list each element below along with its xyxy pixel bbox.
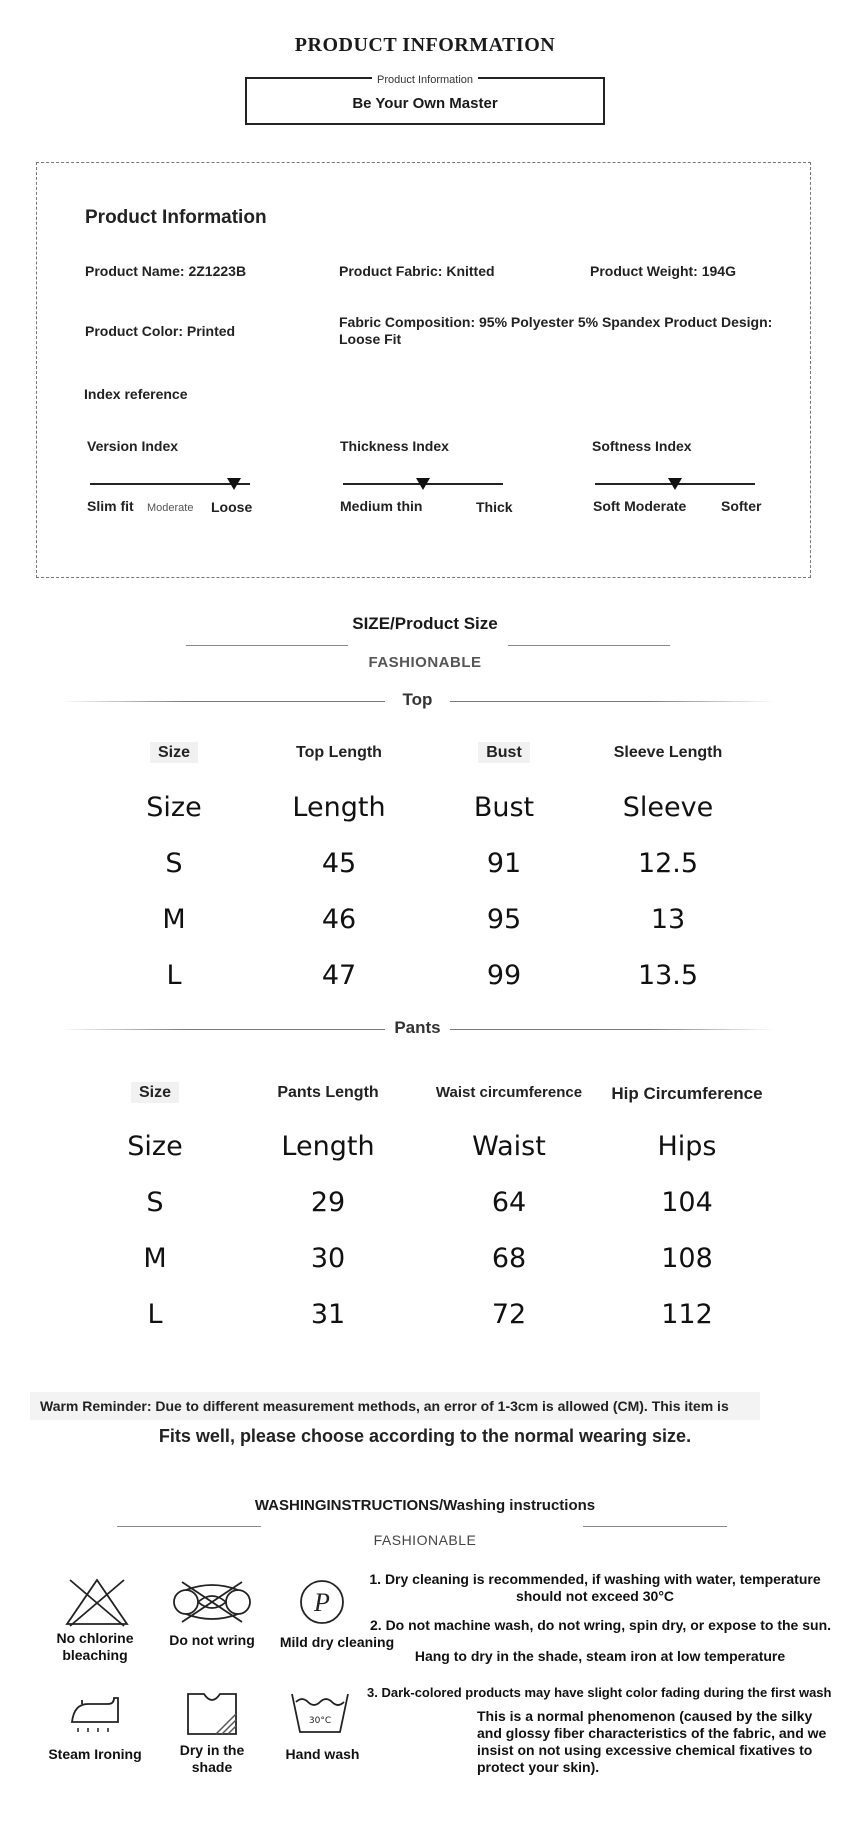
pants-table-cell: 29 xyxy=(310,1187,346,1218)
thickness-index-right: Thick xyxy=(476,499,513,515)
version-index-left: Slim fit xyxy=(87,498,134,514)
pants-table-cell: 64 xyxy=(491,1187,527,1218)
pants-col-header: Hip Circumference xyxy=(611,1084,763,1103)
fit-advice: Fits well, please choose according to the normal wearing size. xyxy=(158,1426,692,1446)
top-col-header: Bust xyxy=(394,744,614,762)
top-table-cell: Size xyxy=(146,792,202,823)
product-fabric: Product Fabric: Knitted xyxy=(339,263,495,279)
no-chlorine-bleaching-label: No chlorine bleaching xyxy=(56,1630,134,1663)
product-weight: Product Weight: 194G xyxy=(590,263,736,279)
washing-note-3a: 3. Dark-colored products may have slight color fading during the first wash xyxy=(367,1685,832,1700)
version-index-middle: Moderate xyxy=(147,502,194,514)
pants-table-cell: 31 xyxy=(310,1299,346,1330)
thickness-index-left: Medium thin xyxy=(340,498,423,514)
softness-index-left: Soft Moderate xyxy=(593,498,687,514)
top-table-cell: Length xyxy=(292,792,386,823)
top-table-label: Top xyxy=(402,690,433,709)
top-table-cell: Bust xyxy=(473,792,535,823)
top-table-cell: 46 xyxy=(321,904,357,935)
divider xyxy=(583,1526,727,1527)
steam-ironing-icon xyxy=(64,1692,124,1736)
version-index-title: Version Index xyxy=(87,438,179,454)
pants-table-cell: Length xyxy=(281,1131,375,1162)
top-table-cell: L xyxy=(166,960,182,991)
pants-table-cell: Hips xyxy=(657,1131,717,1162)
top-table-cell: 12.5 xyxy=(637,848,699,879)
washing-note-2b: Hang to dry in the shade, steam iron at low temperature xyxy=(414,1648,786,1664)
dry-in-shade-icon xyxy=(182,1690,242,1736)
divider xyxy=(450,1029,775,1030)
pants-table-cell: 30 xyxy=(310,1243,346,1274)
top-table-cell: S xyxy=(165,848,183,879)
softness-index-marker xyxy=(668,478,682,490)
thickness-index-marker xyxy=(416,478,430,490)
brand-box-caption: Product Information xyxy=(247,70,603,88)
top-table-cell: Sleeve xyxy=(622,792,714,823)
brand-box xyxy=(245,74,605,125)
version-index-marker xyxy=(227,478,241,490)
softness-index-title: Softness Index xyxy=(592,438,692,454)
pants-table-cell: 108 xyxy=(661,1243,713,1274)
pants-table-cell: Waist xyxy=(472,1131,546,1162)
steam-ironing-label: Steam Ironing xyxy=(48,1746,142,1762)
washing-title: WASHINGINSTRUCTIONS/Washing instructions xyxy=(254,1497,596,1514)
top-table-cell: 13.5 xyxy=(637,960,699,991)
washing-note-2a: 2. Do not machine wash, do not wring, spin dry, or expose to the sun. xyxy=(370,1617,832,1633)
pants-table-label: Pants xyxy=(394,1018,441,1037)
do-not-wring-label: Do not wring xyxy=(169,1632,255,1648)
top-table-cell: 45 xyxy=(321,848,357,879)
fabric-composition: Fabric Composition: 95% Polyester 5% Spandex Product Design: Loose Fit xyxy=(339,314,773,347)
divider xyxy=(508,645,670,646)
washing-note-3b: This is a normal phenomenon (caused by the silky and glossy fiber characteristics of the fabric, and we insist on not using excessive chemical fixatives to protect your skin). xyxy=(477,1708,827,1775)
mild-dry-cleaning-icon xyxy=(298,1578,346,1626)
mild-dry-cleaning-label: Mild dry cleaning xyxy=(279,1634,395,1650)
pants-table-cell: S xyxy=(146,1187,164,1218)
thickness-index-title: Thickness Index xyxy=(340,438,449,454)
brand-slogan: Be Your Own Master xyxy=(352,95,498,112)
washing-subtitle: FASHIONABLE xyxy=(373,1532,477,1548)
top-table-cell: 47 xyxy=(321,960,357,991)
pants-table-cell: 112 xyxy=(661,1299,713,1330)
page-title: PRODUCT INFORMATION xyxy=(294,34,556,56)
pants-col-header: Size xyxy=(45,1084,265,1102)
product-color: Product Color: Printed xyxy=(85,323,236,339)
version-index-right: Loose xyxy=(211,499,253,515)
size-section-subtitle: FASHIONABLE xyxy=(368,654,482,671)
top-table-cell: 91 xyxy=(486,848,522,879)
top-table-cell: 99 xyxy=(486,960,522,991)
pants-table-cell: L xyxy=(147,1299,163,1330)
pants-table-cell: 104 xyxy=(661,1187,713,1218)
top-col-header: Top Length xyxy=(296,744,382,761)
size-section-title: SIZE/Product Size xyxy=(352,614,498,633)
info-heading: Product Information xyxy=(85,207,267,228)
top-table-cell: M xyxy=(162,904,186,935)
divider xyxy=(117,1526,261,1527)
divider xyxy=(186,645,348,646)
top-table-cell: 13 xyxy=(650,904,686,935)
top-table-cell: 95 xyxy=(486,904,522,935)
pants-table-cell: 68 xyxy=(491,1243,527,1274)
pants-table-cell: Size xyxy=(127,1131,183,1162)
pants-col-header: Waist circumference xyxy=(435,1084,583,1101)
pants-col-header: Pants Length xyxy=(277,1084,379,1101)
divider xyxy=(60,701,385,702)
top-col-header: Sleeve Length xyxy=(613,744,723,761)
top-col-header: Size xyxy=(64,744,284,762)
pants-table-cell: M xyxy=(143,1243,167,1274)
version-index-scale xyxy=(90,483,250,485)
no-chlorine-bleaching-icon xyxy=(64,1577,130,1627)
pants-table-cell: 72 xyxy=(491,1299,527,1330)
do-not-wring-icon xyxy=(172,1580,252,1624)
divider xyxy=(60,1029,385,1030)
washing-note-1: 1. Dry cleaning is recommended, if washing with water, temperature should not exceed 30°C xyxy=(369,1571,821,1604)
hand-wash-temp: 30°C xyxy=(308,1716,332,1726)
hand-wash-icon xyxy=(288,1688,352,1736)
softness-index-right: Softer xyxy=(721,498,762,514)
dry-clean-symbol: P xyxy=(314,1588,330,1617)
divider xyxy=(450,701,775,702)
product-info-card xyxy=(36,162,811,578)
warm-reminder: Warm Reminder: Due to different measurement methods, an error of 1-3cm is allowed (CM). This item is xyxy=(30,1392,760,1420)
hand-wash-label: Hand wash xyxy=(285,1746,360,1762)
product-name: Product Name: 2Z1223B xyxy=(85,263,247,279)
dry-in-shade-label: Dry in the shade xyxy=(179,1742,245,1775)
index-reference: Index reference xyxy=(84,386,188,402)
